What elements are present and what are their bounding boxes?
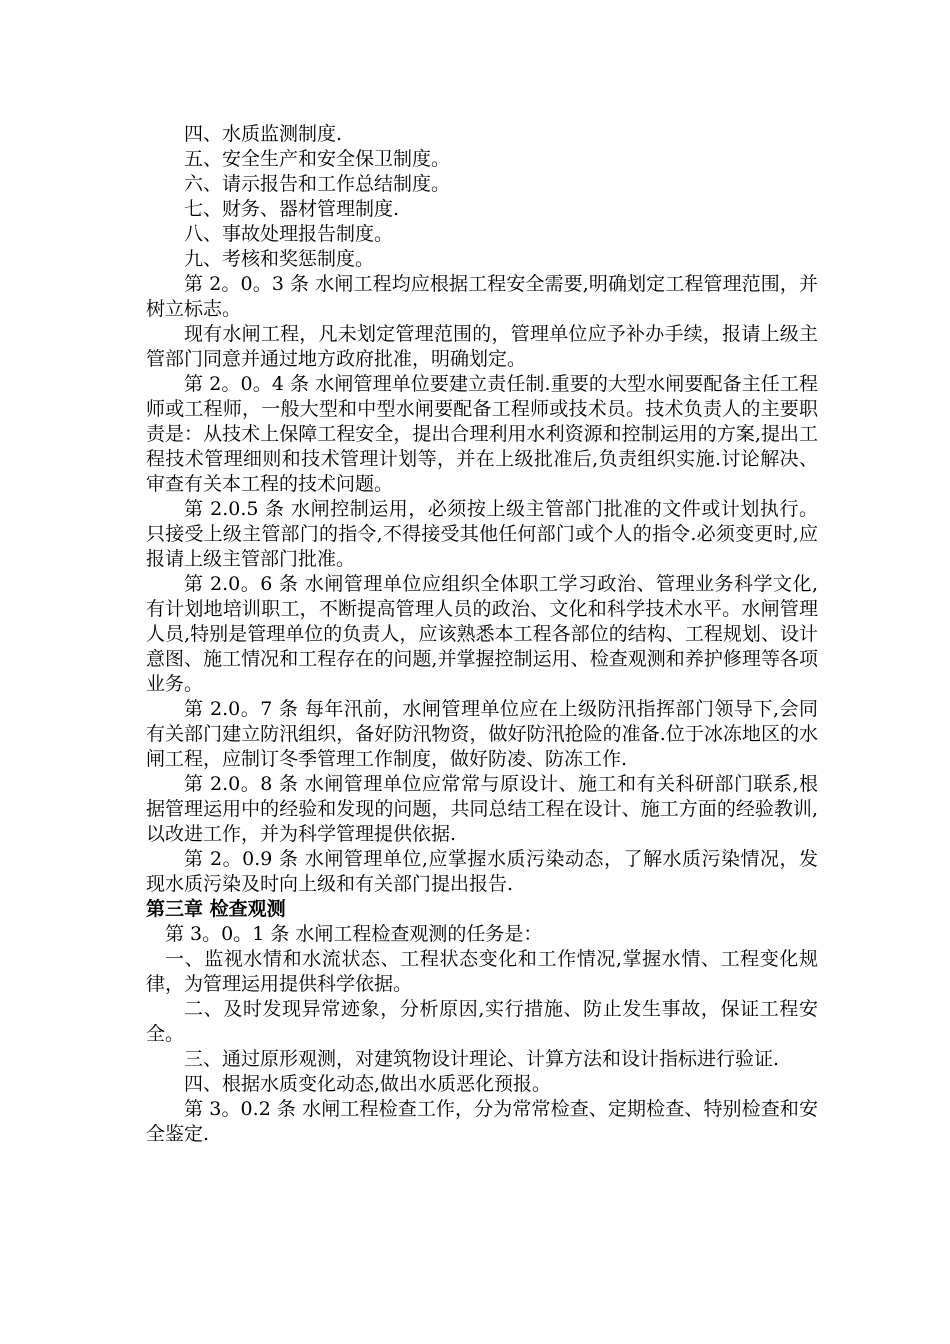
article-2-0-3: 第 2。0。3 条 水闸工程均应根据工程安全需要,明确划定工程管理范围，并树立标志。 — [146, 273, 818, 320]
task-item-water-quality-forecast: 四、根据水质变化动态,做出水质恶化预报。 — [184, 1073, 552, 1095]
article-2-0-9: 第 2。0.9 条 水闸管理单位,应掌握水质污染动态，了解水质污染情况，发现水质污染及时向上级和有关部门提出报告. — [146, 848, 818, 895]
list-item-reporting-system: 六、请示报告和工作总结制度。 — [184, 173, 451, 195]
list-item-assessment-rewards: 九、考核和奖惩制度。 — [184, 248, 375, 270]
list-item-finance-materials: 七、财务、器材管理制度. — [184, 198, 400, 220]
article-2-0-7: 第 2.0。7 条 每年汛前，水闸管理单位应在上级防汛指挥部门领导下,会同有关部门建立防汛组织，备好防汛物资，做好防汛抢险的准备.位于冰冻地区的水闸工程，应制订冬季管理工作制度，做好防凌、防冻工作. — [146, 698, 818, 770]
list-item-accident-reporting: 八、事故处理报告制度。 — [184, 223, 394, 245]
article-2-0-4: 第 2。0。4 条 水闸管理单位要建立责任制.重要的大型水闸要配备主任工程师或工程师，一般大型和中型水闸要配备工程师或技术员。技术负责人的主要职责是：从技术上保障工程安全，提出合理利用水利资源和控制运用的方案,提出工程技术管理细则和技术管理计划等，并在上级批准后,负责组织实施.讨论解决、审查有关本工程的技术问题。 — [146, 373, 818, 495]
paragraph-management-scope: 现有水闸工程，凡未划定管理范围的，管理单位应予补办手续，报请上级主管部门同意并通过地方政府批准，明确划定。 — [146, 323, 818, 370]
article-3-0-1: 第 3。0。1 条 水闸工程检查观测的任务是： — [165, 923, 543, 945]
list-item-safety-production: 五、安全生产和安全保卫制度。 — [184, 148, 451, 170]
article-2-0-6: 第 2.0。6 条 水闸管理单位应组织全体职工学习政治、管理业务科学文化,有计划地培训职工，不断提高管理人员的政治、文化和科学技术水平。水闸管理人员,特别是管理单位的负责人，应该熟悉本工程各部位的结构、工程规划、设计意图、施工情况和工程存在的问题,并掌握控制运用、检查观测和养护修理等各项业务。 — [146, 573, 818, 695]
task-item-anomaly-detection: 二、及时发现异常迹象，分析原因,实行措施、防止发生事故，保证工程安全。 — [146, 998, 818, 1045]
task-item-prototype-observation: 三、通过原形观测，对建筑物设计理论、计算方法和设计指标进行验证. — [184, 1048, 780, 1070]
document-body — [146, 122, 818, 1147]
list-item-water-quality-monitoring: 四、水质监测制度. — [184, 123, 343, 145]
article-3-0-2: 第 3。0.2 条 水闸工程检查工作，分为常常检查、定期检查、特别检查和安全鉴定. — [146, 1098, 818, 1145]
task-item-monitoring: 一、监视水情和水流状态、工程状态变化和工作情况,掌握水情、工程变化规律，为管理运用提供科学依据。 — [146, 948, 818, 995]
chapter-heading: 第三章 检查观测 — [146, 898, 286, 920]
article-2-0-8: 第 2.0。8 条 水闸管理单位应常常与原设计、施工和有关科研部门联系,根据管理运用中的经验和发现的问题，共同总结工程在设计、施工方面的经验教训,以改进工作，并为科学管理提供依据. — [146, 773, 818, 845]
article-2-0-5: 第 2.0.5 条 水闸控制运用，必须按上级主管部门批准的文件或计划执行。只接受上级主管部门的指令,不得接受其他任何部门或个人的指令.必须变更时,应报请上级主管部门批准。 — [146, 498, 818, 570]
